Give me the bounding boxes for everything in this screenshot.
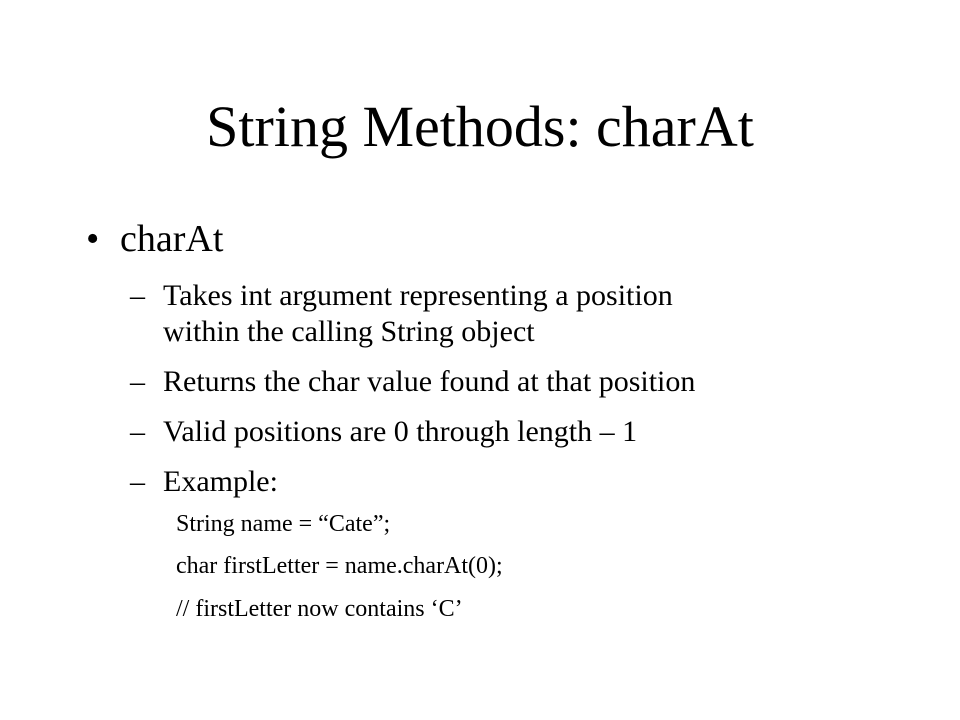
- bullet-charat: [86, 215, 223, 263]
- sub-bullet-marker: –: [130, 365, 145, 398]
- slide-title: String Methods: charAt: [206, 94, 754, 159]
- code-line: char firstLetter = name.charAt(0);: [176, 553, 503, 579]
- sub-bullet-text-continued: within the calling String object: [163, 315, 535, 348]
- sub-bullet-text: Example:: [163, 465, 278, 498]
- sub-bullet-example: [130, 464, 278, 500]
- sub-bullet-marker: –: [130, 415, 145, 448]
- sub-bullet-marker: –: [130, 279, 145, 312]
- sub-bullet-text: Returns the char value found at that position: [163, 365, 696, 398]
- sub-bullet-text: Takes int argument representing a position: [163, 279, 673, 312]
- bullet-marker: •: [86, 218, 100, 260]
- sub-bullet-marker: –: [130, 465, 145, 498]
- sub-bullet-text: Valid positions are 0 through length – 1: [163, 415, 638, 448]
- code-line: String name = “Cate”;: [176, 511, 391, 537]
- sub-bullet-valid-positions: [130, 414, 637, 450]
- bullet-text: charAt: [120, 218, 224, 260]
- code-line: // firstLetter now contains ‘C’: [176, 596, 463, 622]
- sub-bullet-takes-int: [130, 278, 673, 350]
- sub-bullet-returns: [130, 364, 695, 400]
